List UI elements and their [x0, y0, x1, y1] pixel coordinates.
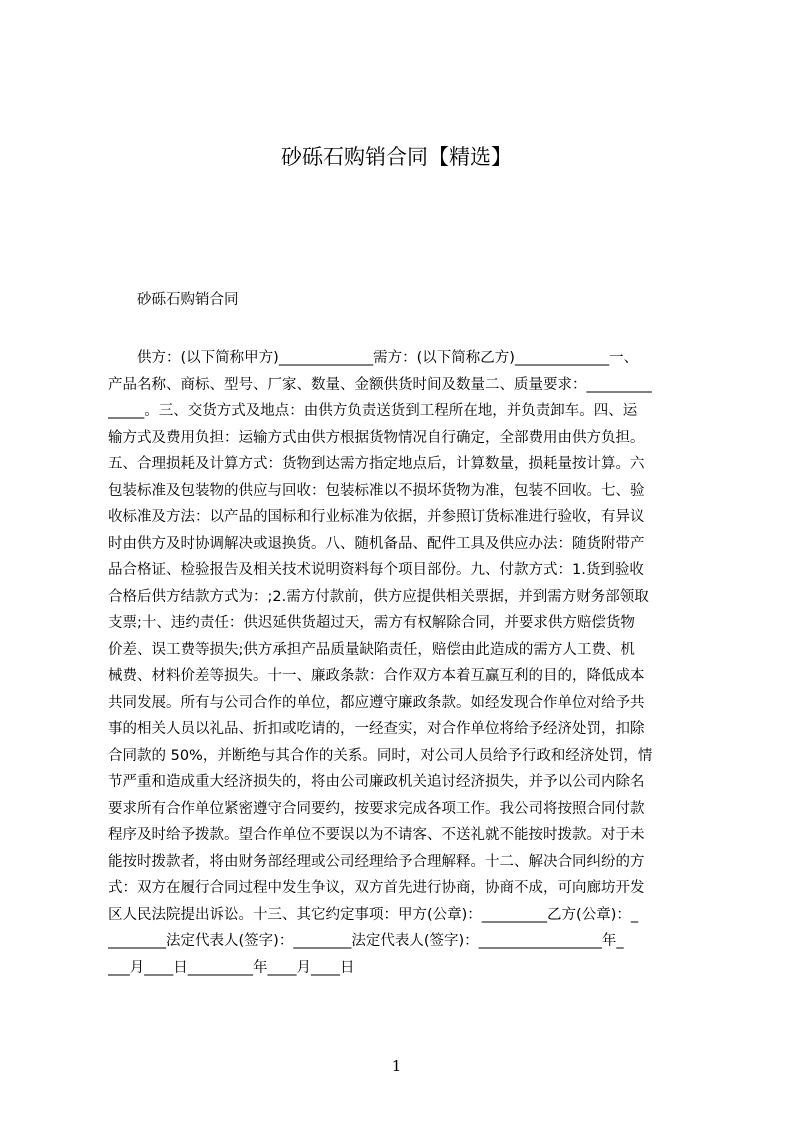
contract-body-line: ___月____日_________年____月____日: [108, 959, 355, 976]
contract-body-line: 能按时拨款者，将由财务部经理或公司经理给予合理解释。十二、解决合同纠纷的方: [108, 853, 645, 870]
contract-body-line: 支票;十、违约责任：供迟延供货超过天，需方有权解除合同，并要求供方赔偿货物: [108, 615, 635, 631]
contract-body-line: 输方式及费用负担：运输方式由供方根据货物情况自行确定，全部费用由供方负担。: [108, 429, 645, 446]
contract-body-line: 价差、误工费等损失;供方承担产品质量缺陷责任，赔偿由此造成的需方人工费、机: [108, 641, 635, 658]
contract-body-line: 要求所有合作单位紧密遵守合同要约，按要求完成各项工作。我公司将按照合同付款: [108, 800, 645, 817]
contract-subtitle: 砂砾石购销合同: [137, 292, 239, 308]
contract-body-line: 节严重和造成重大经济损失的，将由公司廉政机关追讨经济损失，并予以公司内除名: [108, 774, 645, 790]
contract-body: [108, 345, 698, 985]
contract-body-line: 产品名称、商标、型号、厂家、数量、金额供货时间及数量二、质量要求：_________: [108, 376, 652, 393]
contract-body-line: 事的相关人员以礼品、折扣或吃请的，一经查实，对合作单位将给予经济处罚，扣除: [108, 721, 645, 737]
contract-body-line: 式：双方在履行合同过程中发生争议，双方首先进行协商，协商不成，可向廊坊开发: [108, 880, 645, 896]
contract-body-line: 时由供方及时协调解决或退换货。八、随机备品、配件工具及供应办法：随货附带产: [108, 535, 645, 552]
document-title: 砂砾石购销合同【精选】: [281, 145, 512, 169]
contract-body-line: _____。三、交货方式及地点：由供方负责送货到工程所在地，并负责卸车。四、运: [108, 403, 638, 419]
contract-body-line: 品合格证、检验报告及相关技术说明资料每个项目部份。九、付款方式：1.货到验收: [108, 562, 644, 578]
page-number: 1: [391, 1057, 402, 1075]
contract-body-line: 五、合理损耗及计算方式：货物到达需方指定地点后，计算数量，损耗量按计算。六: [108, 456, 645, 472]
contract-body-line: 械费、材料价差等损失。十一、廉政条款：合作双方本着互赢互利的目的，降低成本: [108, 668, 645, 684]
contract-body-line: 供方：(以下简称甲方)_____________需方：(以下简称乙方)_____________一、: [137, 350, 639, 366]
contract-body-line: 合格后供方结款方式为：;2.需方付款前，供方应提供相关票据，并到需方财务部领取: [108, 588, 649, 605]
contract-body-line: 共同发展。所有与公司合作的单位，都应遵守廉政条款。如经发现合作单位对给予共: [108, 694, 645, 711]
contract-body-line: 区人民法院提出诉讼。十三、其它约定事项：甲方(公章)：_________乙方(公章)：_: [108, 906, 639, 923]
contract-body-line: 收标准及方法：以产品的国标和行业标准为依据，并参照订货标准进行验收，有异议: [108, 509, 645, 525]
contract-body-line: 包装标准及包装物的供应与回收：包装标准以不损坏货物为准，包装不回收。七、验: [108, 482, 645, 499]
contract-body-line: 合同款的 50%，并断绝与其合作的关系。同时，对公司人员给予行政和经济处罚，情: [108, 747, 653, 764]
contract-body-line: 程序及时给予拨款。望合作单位不要误以为不请客、不送礼就不能按时拨款。对于未: [108, 827, 645, 843]
contract-body-line: ________法定代表人(签字)：________法定代表人(签字)：_________________年_: [108, 933, 624, 949]
